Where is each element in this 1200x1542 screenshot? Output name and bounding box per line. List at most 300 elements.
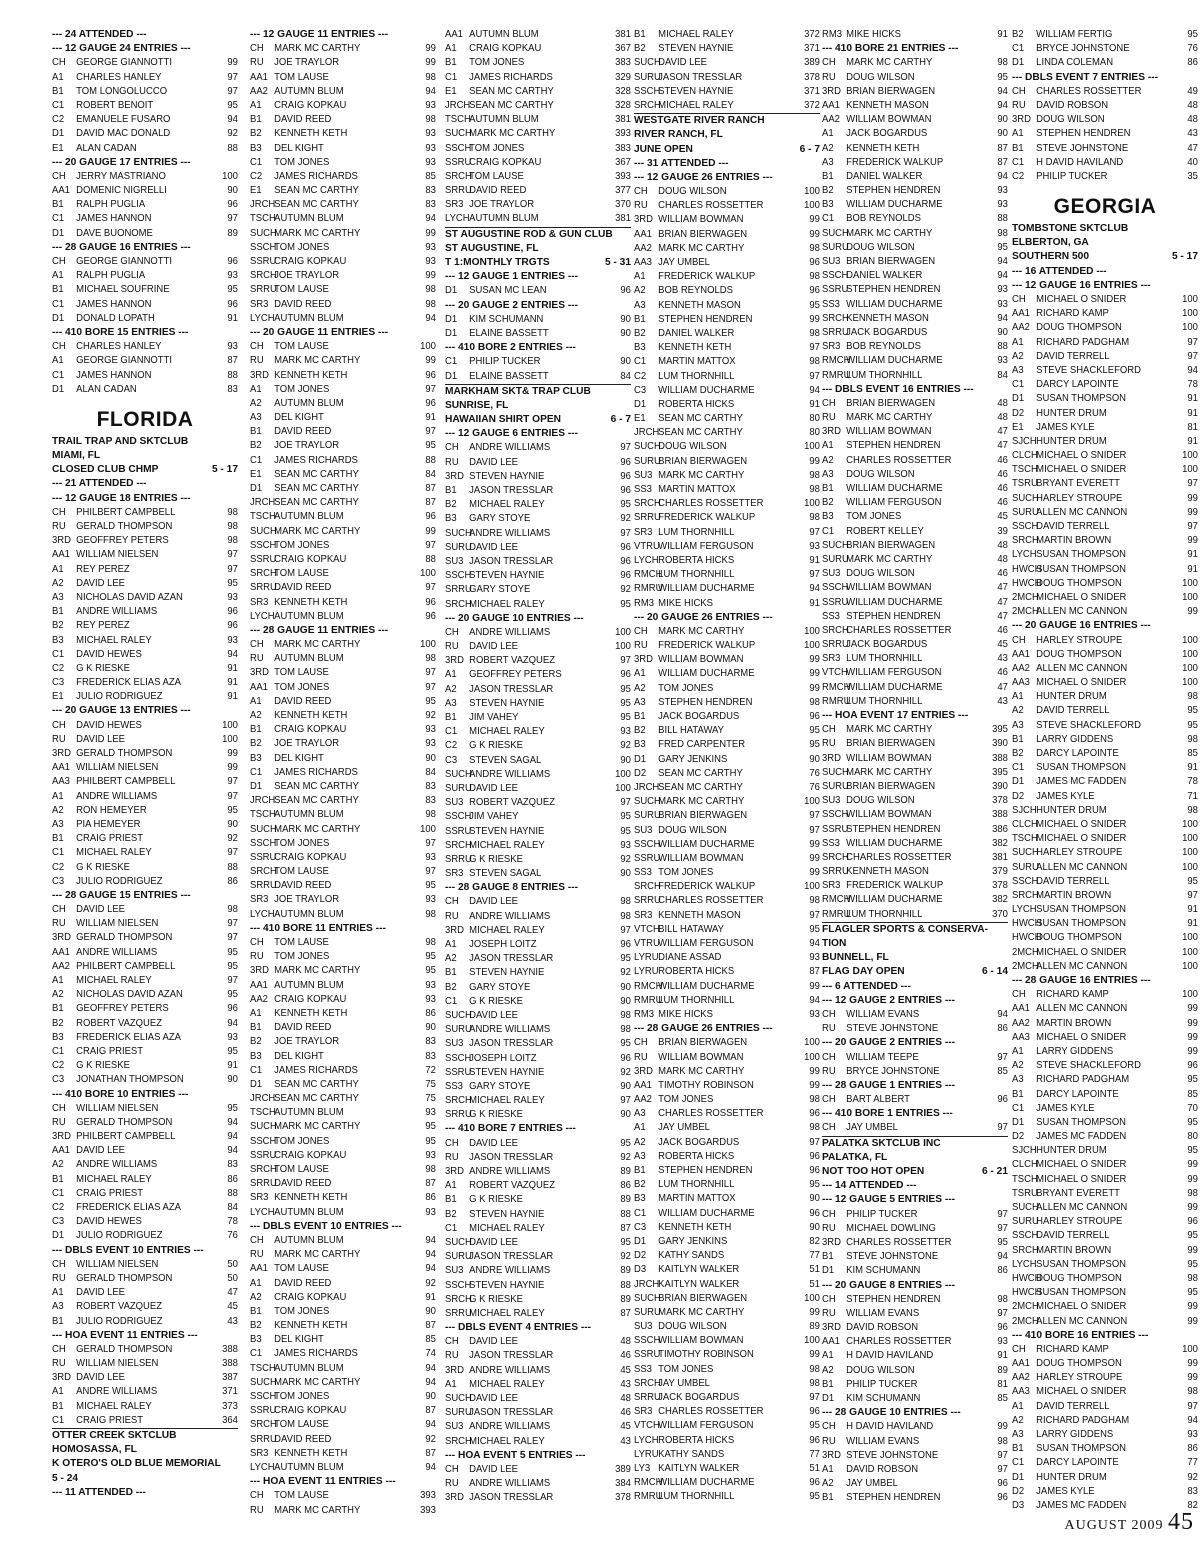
score: 76 [809, 767, 820, 779]
class-code: LYCH [1012, 549, 1037, 561]
score: 99 [997, 1421, 1008, 1433]
result-row [822, 283, 1008, 297]
score: 93 [997, 185, 1008, 197]
result-row [634, 1235, 820, 1249]
section-heading: --- 410 BORE 15 ENTRIES --- [52, 326, 189, 338]
section-heading: --- 20 GAUGE 2 ENTRIES --- [822, 1037, 956, 1049]
class-code: B3 [634, 739, 646, 751]
result-row [250, 1433, 436, 1447]
class-code: B3 [52, 1031, 64, 1043]
score: 88 [227, 142, 238, 154]
shooter-name: TOM LAUSE [274, 284, 329, 296]
result-row [52, 99, 238, 113]
shooter-name: KENNETH MASON [658, 299, 741, 311]
score: 100 [1182, 308, 1198, 320]
class-code: AA1 [1012, 1003, 1030, 1015]
shooter-name: MICHAEL RALEY [76, 1173, 152, 1185]
class-code: TSCH [1012, 833, 1038, 845]
shooter-name: JOE TRAYLOR [274, 57, 340, 69]
shooter-name: ALLEN MC CANNON [1036, 960, 1128, 972]
result-row [250, 752, 436, 766]
class-code: RU [822, 71, 836, 83]
class-code: E1 [445, 85, 457, 97]
result-row [445, 725, 631, 739]
result-row [445, 924, 631, 938]
class-code: B2 [250, 440, 262, 452]
result-row [52, 1371, 238, 1385]
shooter-name: MARTIN BROWN [1036, 535, 1112, 547]
shooter-name: DAVID HEWES [76, 719, 142, 731]
section-heading: --- 20 GAUGE 11 ENTRIES --- [250, 326, 389, 338]
result-row [52, 1130, 238, 1144]
section-heading: --- 20 GAUGE 13 ENTRIES --- [52, 705, 191, 717]
shooter-name: HARLEY STROUPE [1036, 847, 1123, 859]
shooter-name: BRIAN BIERWAGEN [846, 738, 936, 750]
class-code: SSRU [250, 256, 277, 267]
result-row [634, 213, 820, 227]
score: 99 [809, 228, 820, 240]
shooter-name: G K RIESKE [469, 740, 523, 752]
shooter-name: MARK MC CARTHY [658, 1306, 745, 1318]
shooter-name: DAVID LEE [469, 896, 518, 908]
score: 379 [992, 866, 1008, 878]
class-code: LY3 [634, 1462, 651, 1474]
class-code: CH [52, 256, 66, 267]
section-heading: --- DBLS EVENT 10 ENTRIES --- [250, 1220, 402, 1232]
score: 92 [1187, 1471, 1198, 1483]
shooter-name: TOM JONES [658, 867, 714, 879]
result-row [445, 1477, 631, 1491]
class-code: A1 [52, 975, 64, 986]
class-code: 3RD [445, 470, 464, 482]
result-row [52, 676, 238, 690]
score: 98 [425, 937, 436, 948]
class-code: AA1 [52, 549, 70, 561]
score: 371 [804, 43, 820, 55]
result-row [250, 993, 436, 1007]
result-row [822, 425, 1008, 439]
class-code: 3RD [822, 752, 841, 764]
shooter-name: RICHARD PADGHAM [1036, 1414, 1130, 1426]
result-row [822, 1392, 1008, 1406]
shooter-name: SEAN MC CARTHY [274, 468, 359, 480]
class-code: SRCH [250, 270, 277, 282]
score: 93 [227, 1031, 238, 1043]
score: 95 [425, 880, 436, 892]
class-code: SRRU [634, 895, 661, 907]
class-code: CH [52, 57, 66, 69]
score: 88 [620, 1208, 631, 1220]
shooter-name: ALLEN MC CANNON [1036, 1003, 1128, 1015]
score: 378 [992, 795, 1008, 807]
result-row [1012, 1045, 1198, 1059]
class-code: RU [445, 1151, 459, 1163]
score: 100 [804, 640, 820, 652]
result-row [445, 1222, 631, 1236]
section-heading: ST AUGUSTINE, FL [445, 242, 539, 254]
shooter-name: JAMES HANNON [76, 298, 152, 310]
class-code: SU3 [445, 555, 464, 567]
result-row [1012, 170, 1198, 184]
score: 95 [620, 1137, 631, 1149]
result-row [445, 952, 631, 966]
result-row [822, 652, 1008, 666]
result-row [1012, 1102, 1198, 1116]
score: 98 [809, 696, 820, 708]
shooter-name: JASON TRESSLAR [469, 555, 554, 567]
class-code: C2 [52, 114, 65, 126]
score: 97 [227, 918, 238, 930]
score: 98 [1187, 1272, 1198, 1284]
shooter-name: CHARLES ROSSETTER [658, 200, 764, 212]
result-row [445, 640, 631, 654]
result-row [634, 994, 820, 1008]
shooter-name: HARLEY STROUPE [1036, 1216, 1123, 1228]
result-row [250, 1504, 436, 1518]
class-code: SURU [822, 241, 849, 253]
score: 93 [425, 241, 436, 253]
shooter-name: WILLIAM DUCHARME [658, 980, 755, 992]
class-code: D1 [822, 1393, 835, 1404]
shooter-name: JACK BOGARDUS [658, 711, 740, 722]
shooter-name: MIKE HICKS [846, 29, 901, 40]
shooter-name: SEAN MC CARTHY [274, 780, 359, 792]
result-row [52, 1286, 238, 1300]
score: 92 [620, 513, 631, 525]
class-code: B2 [634, 43, 646, 55]
class-code: CH [1012, 1343, 1026, 1355]
shooter-name: KAITLYN WALKER [658, 1278, 740, 1290]
score: 94 [1187, 364, 1198, 376]
shooter-name: PHILBERT CAMPBELL [76, 960, 176, 972]
score: 96 [620, 470, 631, 482]
score: 96 [809, 1165, 820, 1176]
shooter-name: BOB REYNOLDS [846, 213, 921, 225]
class-code: SRRU [445, 185, 472, 197]
shooter-name: WILLIAM FERGUSON [658, 540, 754, 552]
score: 87 [997, 142, 1008, 154]
class-code: LYRU [634, 952, 659, 964]
class-code: RMRU [634, 1491, 663, 1503]
class-code: A1 [822, 440, 834, 452]
score: 100 [222, 719, 238, 731]
shooter-name: STEVEN HAYNIE [469, 570, 545, 582]
class-code: B3 [634, 342, 646, 354]
score: 97 [997, 1307, 1008, 1319]
class-code: B2 [822, 185, 834, 197]
class-code: SRCH [1012, 889, 1039, 901]
result-row [634, 1263, 820, 1277]
section-heading: --- 410 BORE 2 ENTRIES --- [445, 342, 576, 354]
score: 95 [809, 923, 820, 935]
class-code: B2 [1012, 748, 1024, 759]
class-code: CH [1012, 634, 1026, 646]
class-code: C1 [52, 648, 65, 660]
result-row [250, 695, 436, 709]
result-row [250, 1390, 436, 1404]
result-row [1012, 477, 1198, 491]
score: 86 [227, 875, 238, 887]
score: 97 [620, 797, 631, 809]
shooter-name: WILLIAM DUCHARME [846, 894, 943, 906]
score: 87 [425, 497, 436, 509]
shooter-name: MICHAEL RALEY [469, 1222, 545, 1234]
shooter-name: RICHARD KAMP [1036, 989, 1109, 1001]
score: 97 [227, 790, 238, 802]
result-row [52, 184, 238, 198]
result-row [822, 581, 1008, 595]
score: 97 [425, 582, 436, 594]
score: 95 [1187, 1145, 1198, 1157]
class-code: RMCH [634, 1477, 663, 1489]
shooter-name: MICHAEL O SNIDER [1036, 946, 1127, 958]
score: 388 [992, 809, 1008, 821]
class-code: RU [52, 733, 66, 745]
result-row [52, 1045, 238, 1059]
result-row [445, 541, 631, 555]
shooter-name: MICHAEL RALEY [469, 924, 545, 936]
class-code: SSCH [445, 811, 472, 823]
result-row [634, 228, 820, 242]
score: 80 [1187, 1131, 1198, 1143]
result-row [250, 851, 436, 865]
shooter-name: LUM THORNHILL [658, 1179, 735, 1191]
score: 96 [620, 555, 631, 567]
score: 88 [620, 1279, 631, 1291]
shooter-name: JAMES RICHARDS [274, 170, 358, 182]
result-row [634, 852, 820, 866]
shooter-name: ROBERT BENOIT [76, 99, 154, 111]
result-row [445, 184, 631, 198]
result-row [634, 355, 820, 369]
score: 96 [620, 456, 631, 468]
score: 83 [425, 1036, 436, 1048]
result-row [1012, 85, 1198, 99]
score: 96 [997, 1492, 1008, 1504]
event-date: 5 - 31 [604, 257, 631, 268]
class-code: CH [822, 397, 836, 409]
result-row [52, 818, 238, 832]
shooter-name: ANDRE WILLIAMS [469, 1265, 551, 1277]
shooter-name: KENNETH KETH [274, 1320, 348, 1332]
result-row [1012, 321, 1198, 335]
section-heading: FLAGLER SPORTS & CONSERVA- [822, 923, 989, 935]
result-row [822, 1250, 1008, 1264]
class-code: 2MCH [1012, 591, 1039, 603]
score: 86 [997, 1023, 1008, 1035]
shooter-name: TOM JONES [274, 837, 330, 849]
score: 97 [227, 932, 238, 944]
shooter-name: MARK MC CARTHY [274, 1121, 361, 1133]
shooter-name: MARK MC CARTHY [274, 639, 361, 651]
result-row [1012, 1357, 1198, 1371]
result-row [250, 1191, 436, 1205]
score: 97 [997, 1051, 1008, 1063]
result-row [445, 156, 631, 170]
page-footer [1064, 1509, 1194, 1536]
shooter-name: BOB REYNOLDS [846, 341, 921, 353]
score: 93 [1187, 1429, 1198, 1440]
class-code: A3 [634, 1150, 646, 1162]
result-row [250, 1418, 436, 1432]
class-code: C1 [52, 298, 65, 310]
result-row [250, 454, 436, 468]
result-row [822, 851, 1008, 865]
score: 95 [997, 241, 1008, 253]
shooter-name: CHARLES ROSSETTER [1036, 85, 1142, 97]
class-code: SRRU [445, 1109, 472, 1121]
shooter-name: DAVID LEE [469, 1336, 518, 1348]
shooter-name: AUTUMN BLUM [469, 213, 539, 225]
class-code: A3 [52, 591, 64, 603]
shooter-name: STEVE JOHNSTONE [846, 1251, 939, 1263]
section-heading: --- 12 GAUGE 26 ENTRIES --- [634, 171, 773, 183]
result-row [52, 733, 238, 747]
result-row [1012, 1059, 1198, 1073]
result-row [822, 1307, 1008, 1321]
result-row [634, 909, 820, 923]
section-heading: --- 28 GAUGE 16 ENTRIES --- [1012, 975, 1151, 986]
result-row [822, 241, 1008, 255]
score: 90 [997, 128, 1008, 140]
shooter-name: ANDRE WILLIAMS [469, 1166, 551, 1177]
class-code: CH [822, 57, 836, 69]
class-code: B1 [1012, 733, 1024, 745]
result-row [822, 1420, 1008, 1434]
shooter-name: WILLIAM FERGUSON [846, 497, 942, 509]
shooter-name: CHARLES ROSSETTER [658, 498, 764, 510]
result-row [445, 598, 631, 612]
shooter-name: CRAIG KOPKAU [274, 851, 347, 863]
section-heading: MIAMI, FL [52, 450, 101, 462]
result-row [52, 340, 238, 354]
score: 48 [997, 412, 1008, 424]
class-code: 3RD [634, 1065, 653, 1077]
shooter-name: DAVID LEE [469, 1393, 518, 1404]
class-code: D1 [822, 1265, 835, 1277]
shooter-name: DEL KIGHT [274, 142, 324, 154]
score: 50 [227, 1258, 238, 1270]
class-code: SJCH [1012, 804, 1037, 816]
result-row [250, 1489, 436, 1503]
score: 99 [1187, 1031, 1198, 1043]
shooter-name: JASON TRESSLAR [469, 1407, 554, 1419]
class-code: A1 [634, 668, 646, 680]
score: 72 [425, 1064, 436, 1076]
result-row [822, 666, 1008, 680]
result-row [52, 988, 238, 1002]
result-row [634, 384, 820, 398]
class-code: D1 [634, 1235, 647, 1247]
result-row [1012, 407, 1198, 421]
class-code: B2 [445, 981, 457, 993]
class-code: B1 [822, 483, 834, 494]
section-heading: --- 28 GAUGE 16 ENTRIES --- [52, 241, 191, 253]
result-row [250, 1021, 436, 1035]
score: 98 [997, 57, 1008, 69]
class-code: 3RD [634, 654, 653, 666]
class-code: RU [634, 200, 648, 212]
score: 91 [997, 29, 1008, 40]
shooter-name: AUTUMN BLUM [274, 653, 344, 665]
score: 95 [620, 1236, 631, 1248]
score: 97 [227, 213, 238, 225]
shooter-name: JASON TRESSLAR [469, 1350, 554, 1362]
score: 381 [992, 851, 1008, 863]
class-code: B2 [250, 738, 262, 750]
class-code: SRCH [445, 1293, 472, 1305]
class-code: 3RD [52, 932, 71, 944]
result-row [445, 456, 631, 470]
score: 94 [809, 384, 820, 396]
shooter-name: MARTIN MATTOX [658, 356, 736, 368]
score: 99 [1187, 492, 1198, 504]
shooter-name: MARK MC CARTHY [846, 553, 933, 565]
shooter-name: STEVEN HAYNIE [469, 967, 545, 979]
shooter-name: WILLIAM DUCHARME [846, 199, 943, 211]
score: 91 [425, 412, 436, 424]
score: 85 [1187, 1088, 1198, 1100]
score: 89 [620, 1265, 631, 1277]
score: 51 [809, 1264, 820, 1276]
score: 77 [809, 1448, 820, 1460]
result-row [1012, 449, 1198, 463]
class-code: LYCH [250, 1206, 275, 1218]
shooter-name: DAVID TERRELL [1036, 705, 1110, 717]
shooter-name: MARK MC CARTHY [274, 525, 361, 537]
shooter-name: WILLIAM NIELSEN [76, 549, 159, 561]
class-code: SUCH [822, 766, 849, 778]
class-code: B2 [52, 1017, 64, 1029]
result-row [634, 1448, 820, 1462]
score: 97 [997, 1208, 1008, 1220]
score: 92 [620, 1066, 631, 1078]
shooter-name: DAVID TERRELL [1036, 521, 1110, 532]
score: 94 [227, 648, 238, 660]
class-code: 3RD [52, 535, 71, 547]
shooter-name: DAVID LEE [469, 641, 518, 653]
result-row [1012, 392, 1198, 406]
shooter-name: CRAIG KOPKAU [274, 99, 347, 111]
class-code: A1 [52, 1287, 64, 1299]
score: 100 [804, 1037, 820, 1049]
result-row [822, 1364, 1008, 1378]
score: 98 [809, 469, 820, 481]
shooter-name: MICHAEL O SNIDER [1036, 1173, 1127, 1185]
result-row [1012, 1485, 1198, 1499]
shooter-name: JAY UMBEL [846, 1478, 898, 1490]
result-row [1012, 463, 1198, 477]
class-code: A1 [52, 355, 64, 367]
shooter-name: KENNETH MASON [658, 909, 741, 921]
result-row [1012, 99, 1198, 113]
score: 78 [1187, 776, 1198, 788]
result-row [634, 568, 820, 582]
score: 86 [425, 1007, 436, 1019]
result-row [634, 483, 820, 497]
shooter-name: KATHY SANDS [658, 1448, 725, 1460]
shooter-name: GEOFFREY PETERS [76, 1003, 169, 1015]
score: 90 [809, 753, 820, 765]
shooter-name: JACK BOGARDUS [846, 639, 928, 651]
event-name: T 1:MONTHLY TRGTS [445, 257, 550, 268]
class-code: SURU [1012, 506, 1039, 518]
class-code: D1 [445, 370, 458, 382]
shooter-name: NICHOLAS DAVID AZAN [76, 989, 183, 1001]
shooter-name: HUNTER DRUM [1036, 1471, 1107, 1483]
score: 99 [425, 355, 436, 367]
class-code: SSRU [445, 825, 472, 837]
